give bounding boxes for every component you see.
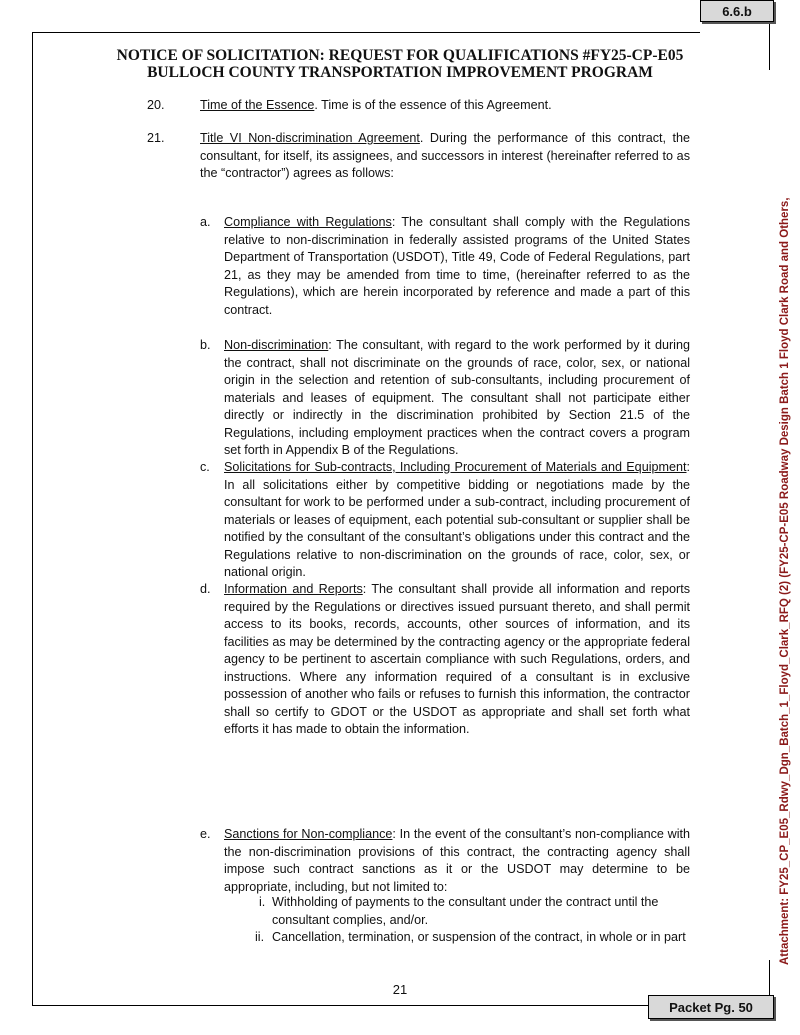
title-line-1: NOTICE OF SOLICITATION: REQUEST FOR QUALIFICATIONS #FY25-CP-E05 bbox=[116, 47, 684, 64]
frame-top-line bbox=[32, 32, 700, 33]
frame-bottom-line bbox=[32, 1005, 648, 1006]
subitem-a bbox=[224, 214, 690, 319]
item-text: . Time is of the essence of this Agreement. bbox=[314, 98, 552, 112]
page-number: 21 bbox=[392, 982, 408, 997]
subitem-b bbox=[224, 337, 690, 460]
subitem-text: : In all solicitations either by competitive bidding or negotiations made by the consultant for work to be performed under a sub-contract, including procurement of materials or leases of equipment, each potential sub-consultant or supplier shall be notified by the consultant of the consultant’s obligations under this contract and the Regulations relative to non-discrimination on the grounds of race, color, sex, or national origin. bbox=[224, 460, 690, 579]
subitem-heading: Solicitations for Sub-contracts, Including Procurement of Materials and Equipment bbox=[224, 460, 687, 474]
item-number: 21. bbox=[147, 131, 165, 145]
subitem-text: : The consultant shall comply with the Regulations relative to non-discrimination in federally assisted programs of the United States Department of Transportation (USDOT), Title 49, Code of Federal Regulations, part 21, as they may be amended from time to time, (hereinafter referred to as the Regulations), which are herein incorporated by reference and made a part of this contract. bbox=[224, 215, 690, 317]
subitem-number: b. bbox=[200, 338, 211, 352]
subitem-heading: Information and Reports bbox=[224, 582, 363, 596]
section-badge: 6.6.b bbox=[700, 0, 774, 22]
subitem-number: a. bbox=[200, 215, 211, 229]
title-line-2: BULLOCH COUNTY TRANSPORTATION IMPROVEMENT PROGRAM bbox=[147, 64, 653, 81]
frame-left-line bbox=[32, 32, 33, 1006]
item-text: . During the performance of this contract, the consultant, for itself, its assignees, and successors in interest (hereinafter referred to as the “contractor”) agrees as follows: bbox=[200, 131, 691, 180]
subitem-heading: Non-discrimination bbox=[224, 338, 329, 352]
item-20 bbox=[200, 97, 690, 115]
subitem-number: d. bbox=[200, 582, 211, 596]
roman-number: i. bbox=[259, 895, 266, 909]
subitem-heading: Compliance with Regulations bbox=[224, 215, 392, 229]
roman-item-ii: Cancellation, termination, or suspension of the contract, in whole or in part bbox=[272, 930, 686, 944]
item-heading: Title VI Non-discrimination Agreement bbox=[200, 131, 420, 145]
roman-number: ii. bbox=[255, 930, 265, 944]
roman-item-i: Withholding of payments to the consultant under the contract until the consultant complies, and/or. bbox=[272, 895, 659, 927]
page-title bbox=[40, 47, 760, 81]
subitem-number: e. bbox=[200, 827, 211, 841]
item-number: 20. bbox=[147, 98, 165, 112]
item-heading: Time of the Essence bbox=[200, 98, 315, 112]
subitem-e bbox=[224, 826, 690, 896]
item-21 bbox=[200, 130, 690, 183]
packet-page-badge: Packet Pg. 50 bbox=[648, 995, 774, 1019]
subitem-text: : The consultant, with regard to the work performed by it during the contract, shall not discriminate on the grounds of race, color, sex, or national origin in the selection and retention of sub-consultants, including procurement of materials and leases of equipment. The consultant shall not participate either directly or indirectly in the discrimination prohibited by Section 21.5 of the Regulations, including employment practices when the contract covers a program set forth in Appendix B of the Regulations. bbox=[224, 338, 690, 457]
subitem-d bbox=[224, 581, 690, 739]
subitem-text: : The consultant shall provide all information and reports required by the Regulations or directives issued pursuant thereto, and shall permit access to its books, records, accounts, other sources of information, and its facilities as may be determined by the contracting agency or the appropriate federal agency to be pertinent to ascertain compliance with such Regulations, orders, and instructions. Where any information required of a consultant is in exclusive possession of another who fails or refuses to furnish this information, the contractor shall so certify to GDOT or the USDOT as appropriate and shall set forth what efforts it has made to obtain the information. bbox=[224, 582, 690, 736]
subitem-text: : In the event of the consultant’s non-compliance with the non-discrimination provisions of this contract, the contracting agency shall impose such contract sanctions as it or the USDOT may determine to be appropriate, including, but not limited to: bbox=[224, 827, 690, 894]
subitem-number: c. bbox=[200, 460, 210, 474]
attachment-side-label: Attachment: FY25_CP_E05_Rdwy_Dgn_Batch_1_Floyd_Clark_RFQ (2) (FY25-CP-E05 Roadway Design Batch 1 Floyd Clark Road and Others, bbox=[779, 197, 791, 965]
frame-right-line-top bbox=[769, 22, 770, 70]
subitem-c bbox=[224, 459, 690, 582]
subitem-heading: Sanctions for Non-compliance bbox=[224, 827, 393, 841]
